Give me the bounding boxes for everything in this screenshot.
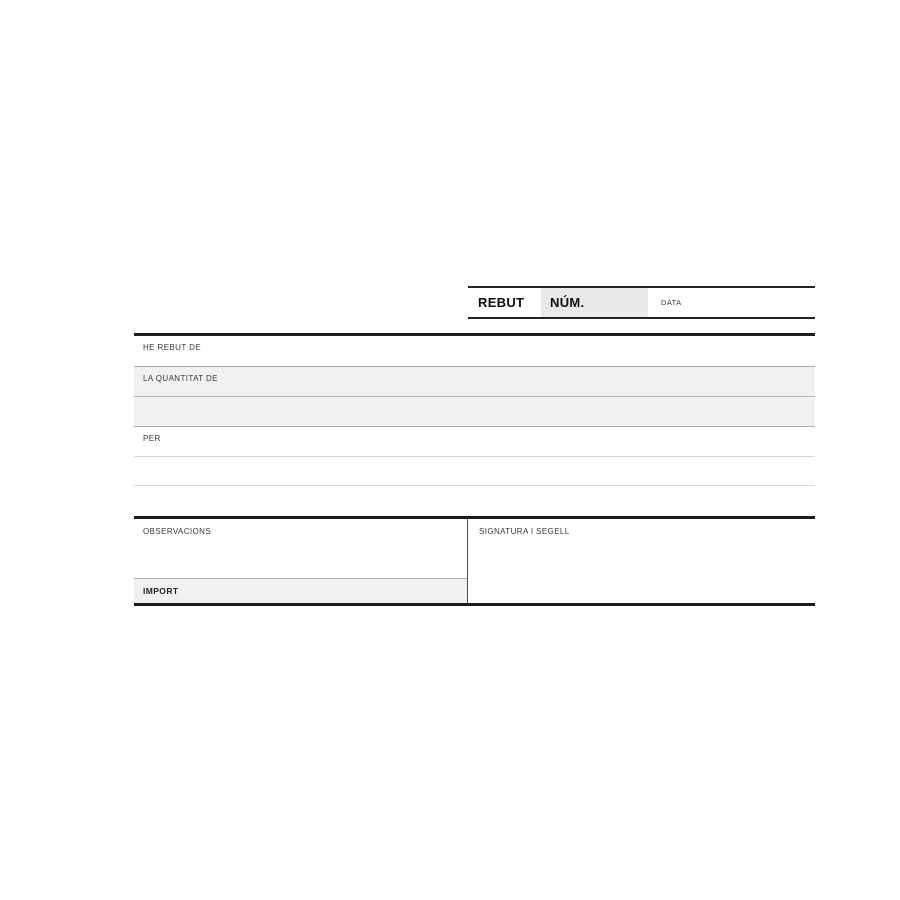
footer-left-column xyxy=(134,519,468,603)
for-label: PER xyxy=(143,434,161,443)
import-label: IMPORT xyxy=(143,586,179,596)
field-for-continuation-line-1 xyxy=(134,457,815,486)
receipt-footer xyxy=(134,516,815,606)
receipt-date-cell xyxy=(648,288,815,317)
field-received-from xyxy=(134,336,815,367)
receipt-number-cell xyxy=(541,288,648,317)
field-for-continuation-line-2 xyxy=(134,486,815,514)
signature-label: SIGNATURA I SEGELL xyxy=(479,527,570,536)
field-for xyxy=(134,427,815,457)
receipt-date-label: DATA xyxy=(661,298,682,307)
receipt-title: REBUT xyxy=(478,295,525,310)
field-amount xyxy=(134,367,815,397)
receipt-number-label: NÚM. xyxy=(550,295,585,310)
receipt-body xyxy=(134,333,815,514)
received-from-label: HE REBUT DE xyxy=(143,343,202,352)
field-amount-continuation-line xyxy=(134,397,815,427)
amount-label: LA QUANTITAT DE xyxy=(143,374,218,383)
observations-label: OBSERVACIONS xyxy=(143,527,212,536)
receipt-header xyxy=(468,286,815,319)
field-signature-and-stamp xyxy=(468,519,815,603)
field-observations xyxy=(134,519,467,579)
field-import xyxy=(134,579,467,603)
